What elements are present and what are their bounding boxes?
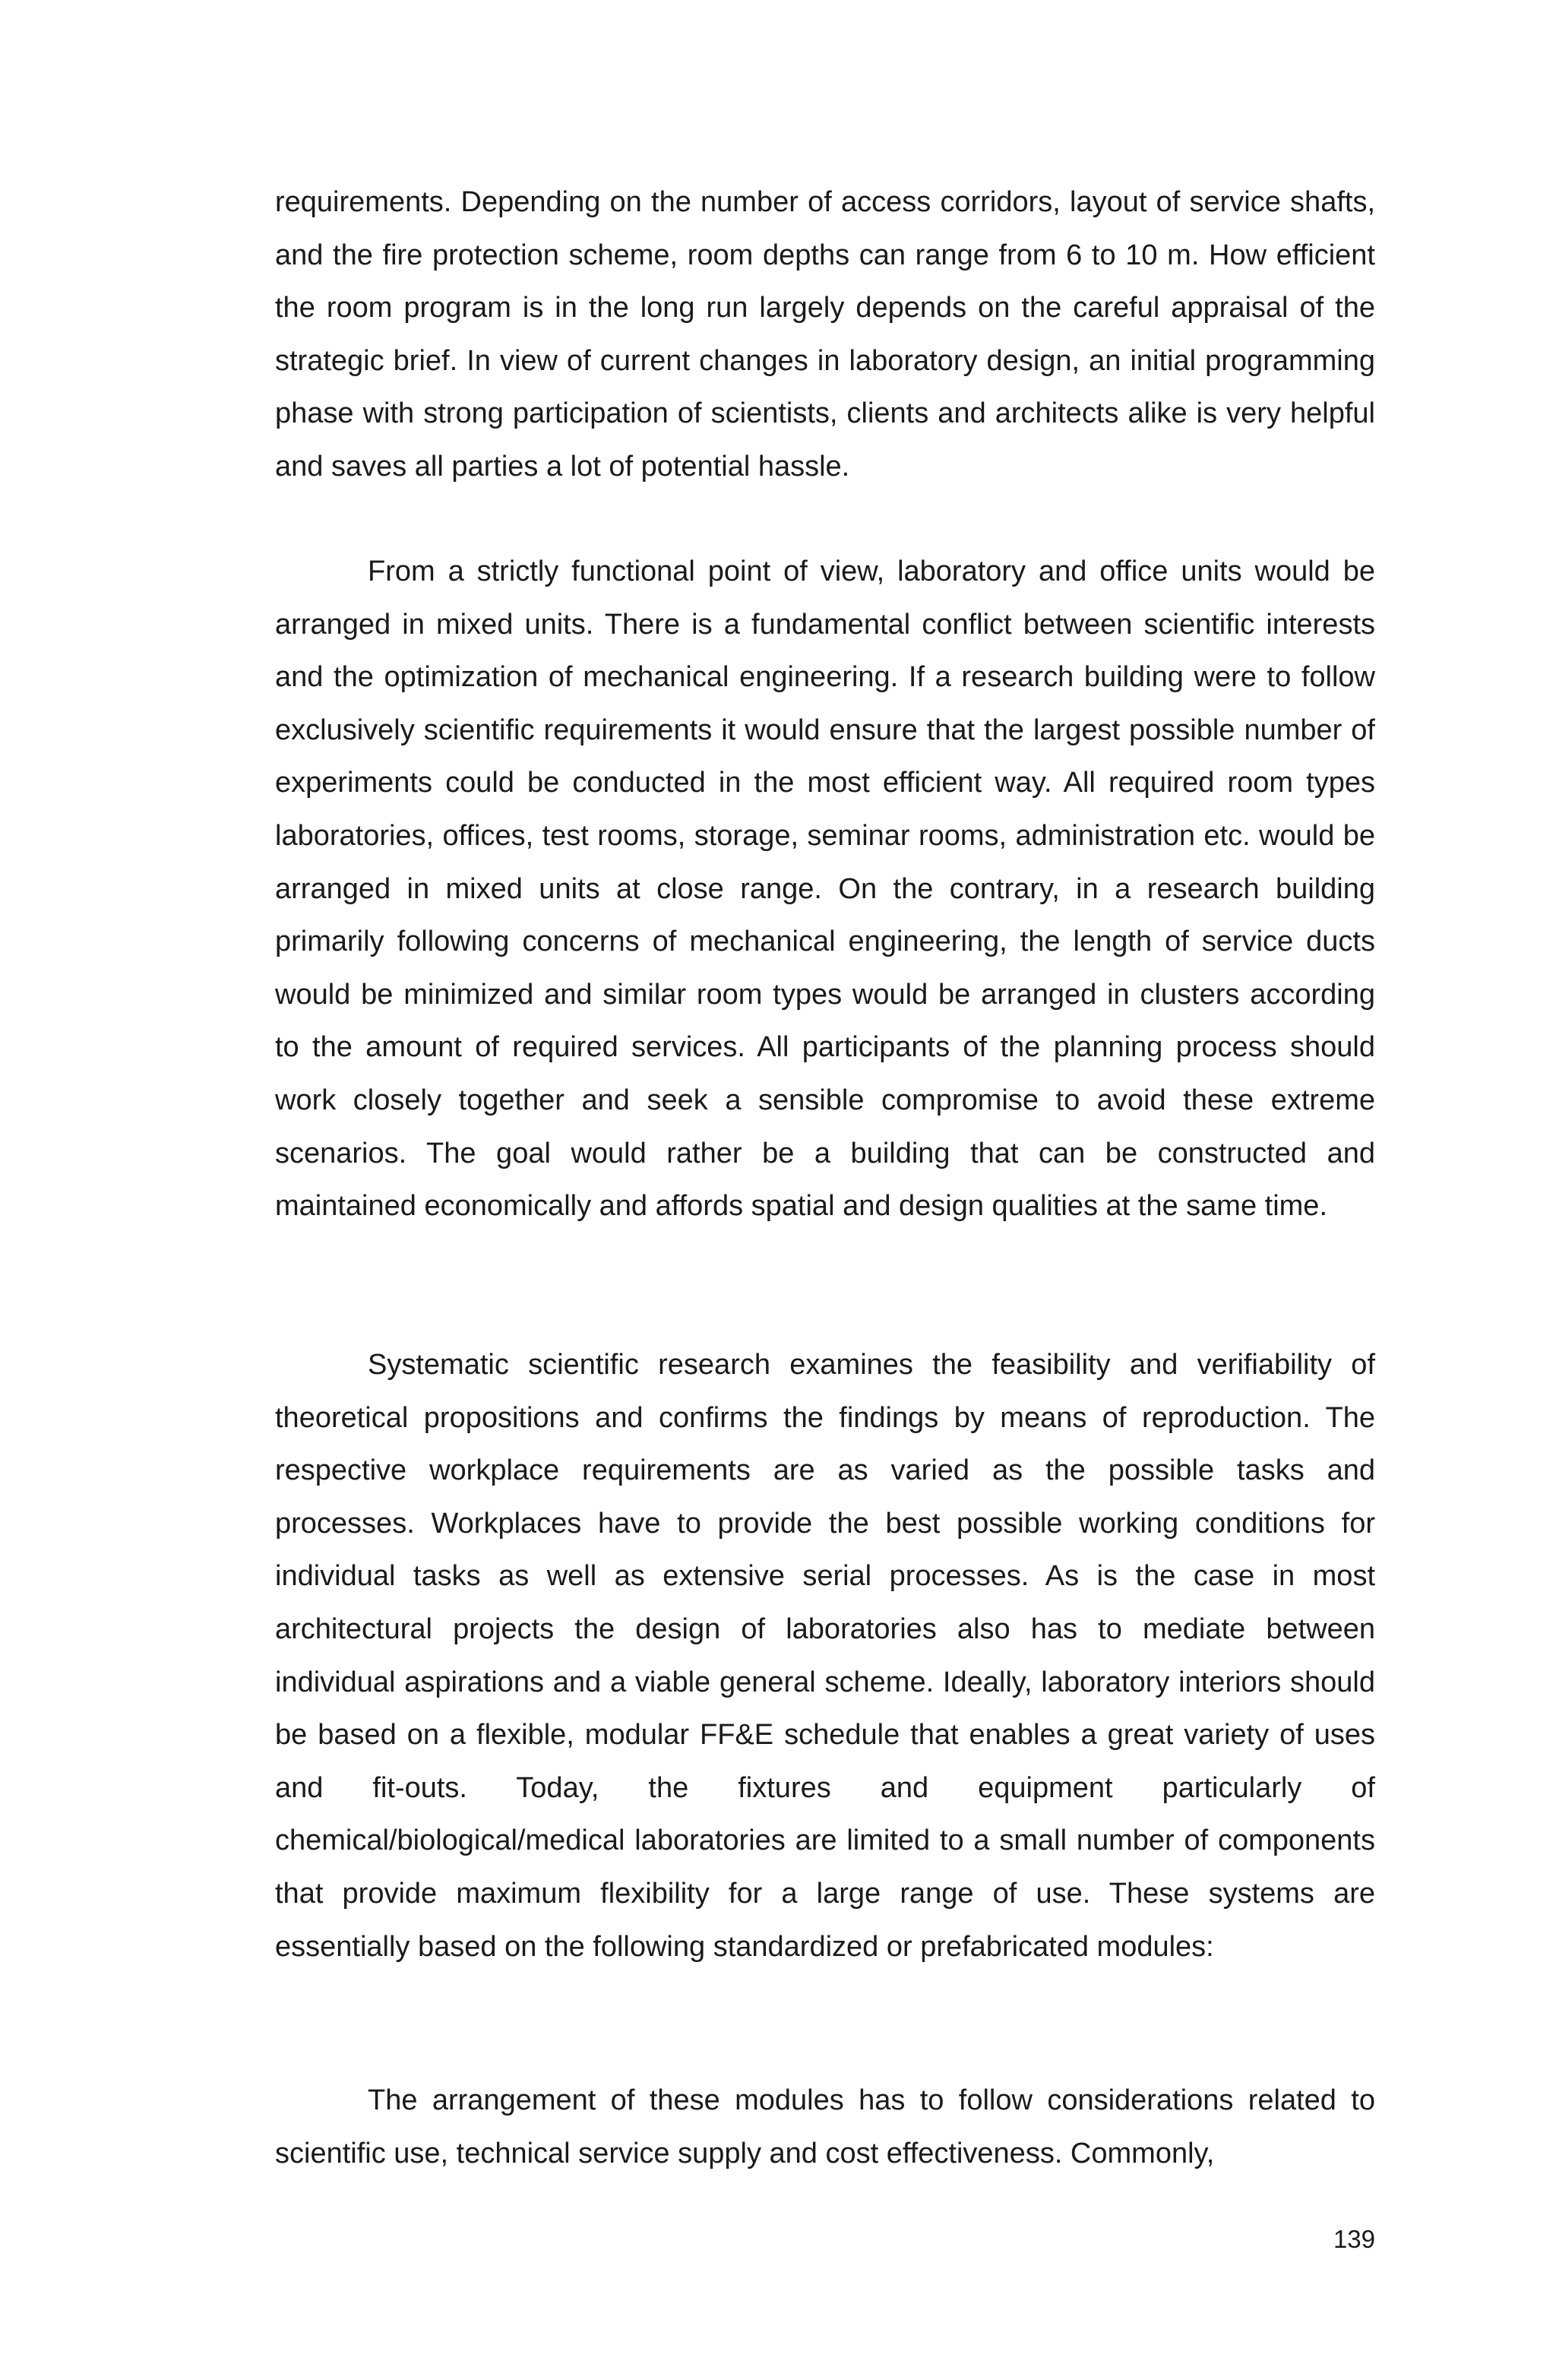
paragraph-4-text: The arrangement of these modules has to follow considerations related to scientific use, technical service supply and cost effectiveness. Commonly, (275, 2084, 1375, 2170)
paragraph-functional-view (275, 546, 1375, 1233)
paragraph-scientific-research (275, 1339, 1375, 1973)
paragraph-2-text: From a strictly functional point of view, laboratory and office units would be arranged in mixed units. There is a fundamental conflict between scientific interests and the optimization of mechanical engineering. If a research building were to follow exclusively scientific requirements it would ensure that the largest possible number of experiments could be conducted in the most efficient way. All required room types laboratories, offices, test rooms, storage, seminar rooms, administration etc. would be arranged in mixed units at close range. On the contrary, in a research building primarily following concerns of mechanical engineering, the length of service ducts would be minimized and similar room types would be arranged in clusters according to the amount of required services. All participants of the planning process should work closely together and seek a sensible compromise to avoid these extreme scenarios. The goal would rather be a building that can be constructed and maintained economically and affords spatial and design qualities at the same time. (275, 555, 1375, 1223)
page-number: 139 (1333, 2225, 1375, 2253)
paragraph-continuation (275, 176, 1375, 494)
paragraph-3-text: Systematic scientific research examines the feasibility and verifiability of theoretical propositions and confirms the findings by means of reproduction. The respective workplace requirements are as varied as the possible tasks and processes. Workplaces have to provide the best possible working conditions for individual tasks as well as extensive serial processes. As is the case in most architectural projects the design of laboratories also has to mediate between individual aspirations and a viable general scheme. Ideally, laboratory interiors should be based on a flexible, modular FF&E schedule that enables a great variety of uses and fit-outs. Today, the fixtures and equipment particularly of chemical/biological/medical laboratories are limited to a small number of components that provide maximum flexibility for a large range of use. These systems are essentially based on the following standardized or prefabricated modules: (275, 1349, 1375, 1963)
paragraph-module-arrangement (275, 2075, 1375, 2180)
paragraph-1-text: requirements. Depending on the number of access corridors, layout of service shafts, and the fire protection scheme, room depths can range from 6 to 10 m. How efficient the room program is in the long run largely depends on the careful appraisal of the strategic brief. In view of current changes in laboratory design, an initial programming phase with strong participation of scientists, clients and architects alike is very helpful and saves all parties a lot of potential hassle. (275, 186, 1375, 483)
